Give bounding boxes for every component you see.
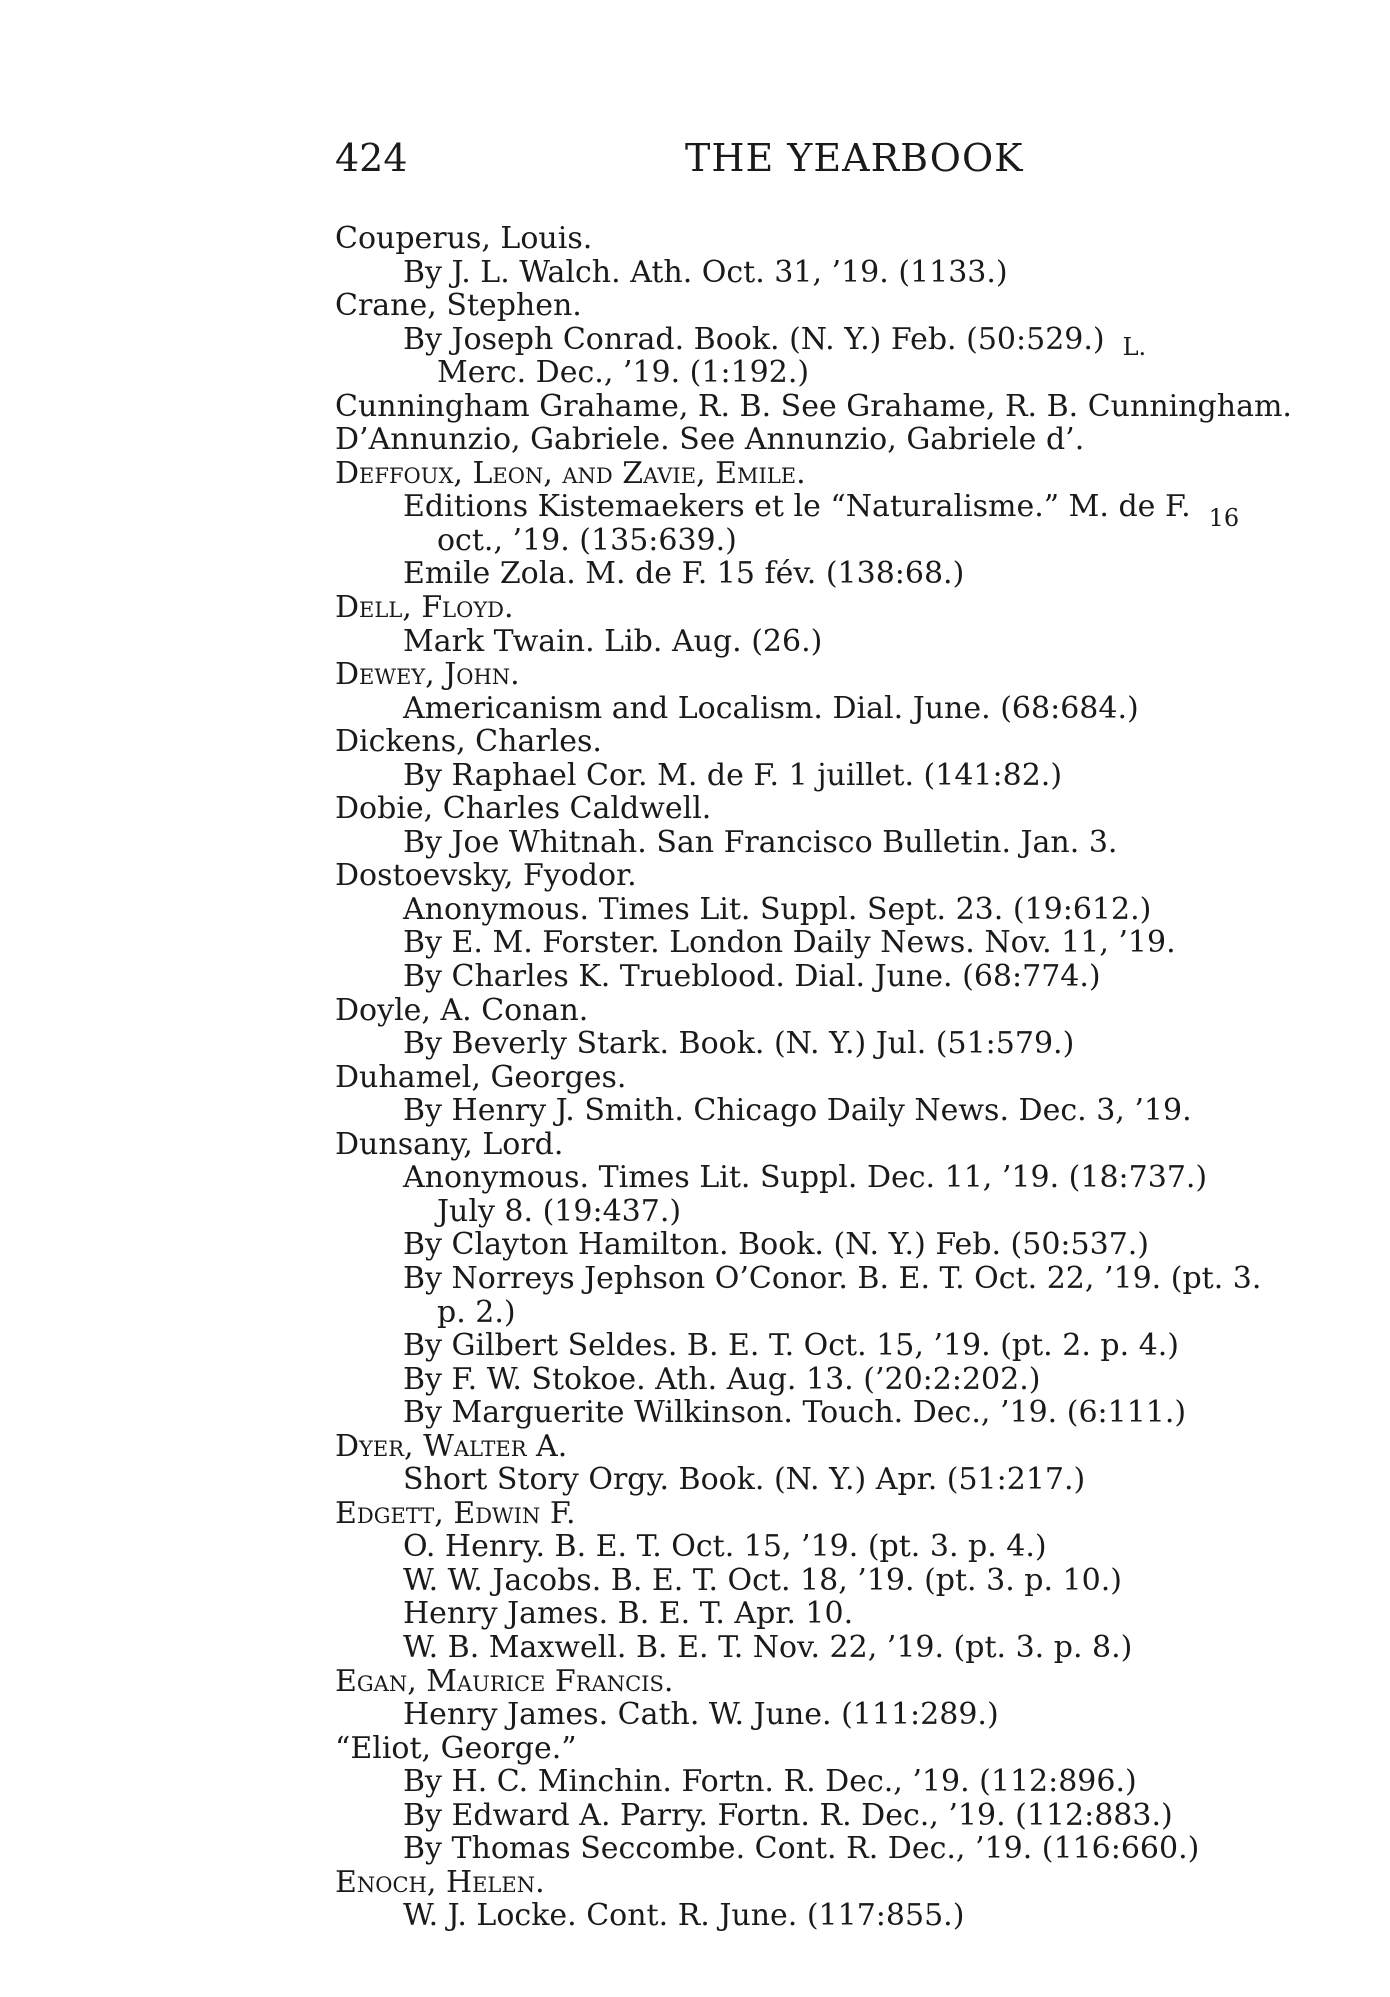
- index-reference: [335, 1597, 1375, 1631]
- index-heading: [335, 1430, 1375, 1464]
- line-text: By Charles K. Trueblood. Dial. June. (68:774.): [403, 959, 1101, 995]
- index-reference: [335, 557, 1375, 591]
- line-text: By Marguerite Wilkinson. Touch. Dec., ’19. (6:111.): [403, 1395, 1187, 1431]
- line-text: Crane, Stephen.: [335, 288, 582, 324]
- index-reference: [335, 926, 1375, 960]
- line-text: By F. W. Stokoe. Ath. Aug. 13. (’20:2:202.): [403, 1361, 1041, 1397]
- line-text: Dyer, Walter A.: [335, 1428, 568, 1464]
- line-text: Americanism and Localism. Dial. June. (68:684.): [403, 690, 1139, 726]
- index-heading: [335, 1732, 1375, 1766]
- line-text: D’Annunzio, Gabriele. See Annunzio, Gabriele d’.: [335, 422, 1085, 458]
- index-reference: [335, 1329, 1375, 1363]
- index-heading: [335, 725, 1375, 759]
- line-text: Henry James. Cath. W. June. (111:289.): [403, 1697, 999, 1733]
- line-text: By Thomas Seccombe. Cont. R. Dec., ’19. (116:660.): [403, 1831, 1200, 1867]
- index-reference: [335, 1094, 1375, 1128]
- index-reference: [335, 1161, 1375, 1195]
- index-reference: [335, 826, 1375, 860]
- line-text: By Joe Whitnah. San Francisco Bulletin. Jan. 3.: [403, 824, 1118, 860]
- line-text: p. 2.): [437, 1294, 516, 1330]
- line-text: Dell, Floyd.: [335, 590, 514, 626]
- index-reference: [335, 1228, 1375, 1262]
- page-header: [335, 136, 1035, 186]
- index-heading: [335, 1128, 1375, 1162]
- line-text: Dunsany, Lord.: [335, 1126, 564, 1162]
- line-text: Enoch, Helen.: [335, 1864, 545, 1900]
- index-heading: [335, 994, 1375, 1028]
- line-text: Egan, Maurice Francis.: [335, 1663, 674, 1699]
- index-reference: [335, 1195, 1375, 1229]
- line-text: By Edward A. Parry. Fortn. R. Dec., ’19. (112:883.): [403, 1797, 1173, 1833]
- line-text: W. B. Maxwell. B. E. T. Nov. 22, ’19. (pt. 3. p. 8.): [403, 1629, 1133, 1665]
- index-reference: [335, 1363, 1375, 1397]
- index-heading: [335, 591, 1375, 625]
- line-text: Anonymous. Times Lit. Suppl. Sept. 23. (19:612.): [403, 891, 1152, 927]
- running-title: THE YEARBOOK: [685, 136, 1024, 180]
- index-reference: [335, 1698, 1375, 1732]
- line-text: Dostoevsky, Fyodor.: [335, 858, 637, 894]
- line-text: Doyle, A. Conan.: [335, 992, 589, 1028]
- line-text: Editions Kistemaekers et le “Naturalisme.” M. de F.: [403, 489, 1191, 525]
- index-reference: [335, 1564, 1375, 1598]
- index-reference: [335, 1765, 1375, 1799]
- index-reference: [335, 759, 1375, 793]
- index-reference: [335, 1463, 1375, 1497]
- line-text: Mark Twain. Lib. Aug. (26.): [403, 623, 823, 659]
- margin-continuation: 16: [1208, 504, 1240, 533]
- index-reference: [335, 1832, 1375, 1866]
- index-reference: [335, 1296, 1375, 1330]
- line-text: Couperus, Louis.: [335, 221, 593, 256]
- index-heading: [335, 658, 1375, 692]
- line-text: By Norreys Jephson O’Conor. B. E. T. Oct. 22, ’19. (pt. 3.: [403, 1260, 1262, 1296]
- line-text: Edgett, Edwin F.: [335, 1495, 576, 1531]
- index-reference: [335, 960, 1375, 994]
- line-text: Cunningham Grahame, R. B. See Grahame, R. B. Cunningham.: [335, 388, 1292, 424]
- index-heading: [335, 390, 1375, 424]
- index-reference: [335, 1396, 1375, 1430]
- index-heading: [335, 1866, 1375, 1900]
- index-reference: [335, 1631, 1375, 1665]
- line-text: Merc. Dec., ’19. (1:192.): [437, 355, 810, 391]
- line-text: By Raphael Cor. M. de F. 1 juillet. (141:82.): [403, 757, 1063, 793]
- line-text: oct., ’19. (135:639.): [437, 522, 737, 558]
- index-heading: [335, 222, 1375, 256]
- margin-continuation: L.: [1122, 332, 1147, 361]
- line-text: By E. M. Forster. London Daily News. Nov. 11, ’19.: [403, 925, 1176, 961]
- line-text: July 8. (19:437.): [437, 1193, 682, 1229]
- line-text: By Clayton Hamilton. Book. (N. Y.) Feb. (50:537.): [403, 1227, 1150, 1263]
- line-text: Anonymous. Times Lit. Suppl. Dec. 11, ’19. (18:737.): [403, 1160, 1208, 1196]
- index-reference: [335, 489, 1375, 533]
- index-heading: [335, 859, 1375, 893]
- page-number: 424: [335, 136, 408, 180]
- line-text: Dickens, Charles.: [335, 724, 602, 760]
- index-reference: [335, 1262, 1375, 1296]
- index-heading: [335, 457, 1375, 491]
- line-text: “Eliot, George.”: [335, 1730, 577, 1766]
- index-heading: [335, 423, 1375, 457]
- index-heading: [335, 1497, 1375, 1531]
- index-reference: [335, 893, 1375, 927]
- line-text: Henry James. B. E. T. Apr. 10.: [403, 1596, 854, 1632]
- index-reference: [335, 356, 1375, 390]
- index-reference: [335, 1530, 1375, 1564]
- line-text: W. W. Jacobs. B. E. T. Oct. 18, ’19. (pt. 3. p. 10.): [403, 1562, 1122, 1598]
- line-text: Short Story Orgy. Book. (N. Y.) Apr. (51:217.): [403, 1462, 1086, 1498]
- index-heading: [335, 289, 1375, 323]
- line-text: By Joseph Conrad. Book. (N. Y.) Feb. (50:529.): [403, 321, 1105, 357]
- index-reference: [335, 1799, 1375, 1833]
- index-entries: [335, 222, 1375, 1933]
- index-heading: [335, 1061, 1375, 1095]
- line-text: Dobie, Charles Caldwell.: [335, 791, 712, 827]
- line-text: Dewey, John.: [335, 657, 520, 693]
- line-text: Deffoux, Leon, and Zavie, Emile.: [335, 455, 806, 491]
- index-reference: [335, 1027, 1375, 1061]
- index-reference: [335, 692, 1375, 726]
- index-reference: [335, 625, 1375, 659]
- index-heading: [335, 1665, 1375, 1699]
- line-text: By J. L. Walch. Ath. Oct. 31, ’19. (1133.): [403, 254, 1008, 290]
- line-text: Duhamel, Georges.: [335, 1059, 627, 1095]
- line-text: By Beverly Stark. Book. (N. Y.) Jul. (51:579.): [403, 1026, 1075, 1062]
- line-text: O. Henry. B. E. T. Oct. 15, ’19. (pt. 3. p. 4.): [403, 1529, 1047, 1565]
- index-reference: [335, 1899, 1375, 1933]
- line-text: W. J. Locke. Cont. R. June. (117:855.): [403, 1898, 965, 1934]
- index-reference: [335, 321, 1375, 361]
- line-text: By Henry J. Smith. Chicago Daily News. Dec. 3, ’19.: [403, 1093, 1192, 1129]
- index-heading: [335, 792, 1375, 826]
- line-text: Emile Zola. M. de F. 15 fév. (138:68.): [403, 556, 965, 592]
- index-reference: [335, 256, 1375, 290]
- line-text: By H. C. Minchin. Fortn. R. Dec., ’19. (112:896.): [403, 1764, 1137, 1800]
- line-text: By Gilbert Seldes. B. E. T. Oct. 15, ’19. (pt. 2. p. 4.): [403, 1328, 1180, 1364]
